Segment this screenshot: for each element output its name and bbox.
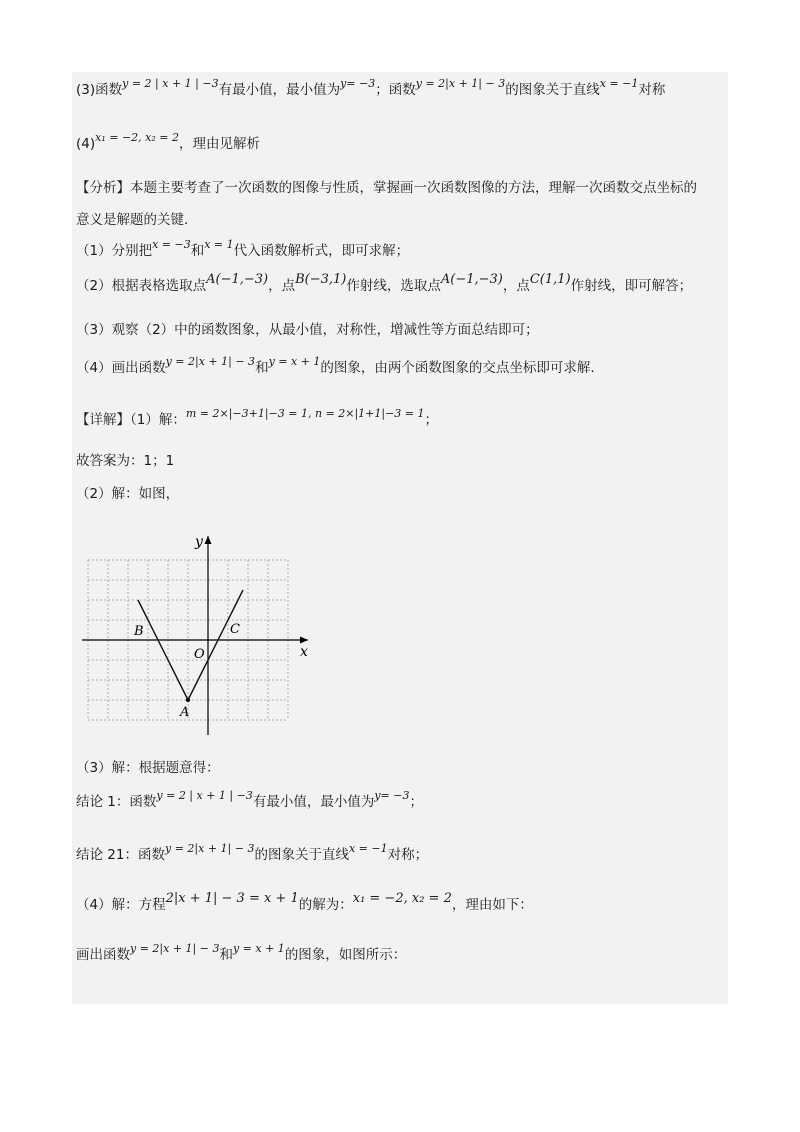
text: 和 — [219, 947, 233, 963]
solution-2-heading: （2）解：如图， — [76, 486, 180, 502]
solution-3-heading: （3）解：根据题意得： — [76, 760, 220, 776]
formula: x₁ = −2, x₂ = 2 — [95, 131, 179, 144]
axes — [82, 536, 308, 735]
text: ，理由见解析 — [178, 136, 260, 152]
text: ，点 — [502, 278, 530, 294]
formula: y = 2|x + 1| − 3 — [165, 355, 256, 368]
text: 【详解】（1）解： — [76, 412, 186, 428]
text: 有最小值，最小值为 — [252, 794, 375, 810]
formula: x = −3 — [152, 238, 191, 251]
plot-lines — [138, 590, 243, 702]
text: 作射线，选取点 — [346, 278, 441, 294]
formula: y = 2|x + 1| − 3 — [164, 842, 255, 855]
x-axis-label: x — [300, 644, 308, 660]
text: ；函数 — [375, 82, 416, 98]
function-graph — [82, 530, 322, 735]
analysis-line-1: 【分析】本题主要考查了一次函数的图像与性质，掌握画一次函数图像的方法，理解一次函数交点坐标的 — [76, 180, 697, 196]
text: 结论 21：函数 — [76, 847, 165, 863]
analysis-line-2: 意义是解题的关键. — [76, 212, 189, 228]
analysis-item-2 — [76, 272, 693, 297]
formula: y= −3 — [340, 77, 376, 90]
formula: x = 1 — [204, 238, 234, 251]
formula: A(−1,−3) — [206, 272, 269, 287]
text: （4）解：方程 — [76, 897, 166, 913]
analysis-item-1 — [76, 238, 410, 262]
formula: y = 2|x + 1| − 3 — [415, 77, 506, 90]
formula: y = 2|x + 1| − 3 — [130, 942, 220, 955]
text: （2）根据表格选取点 — [76, 278, 207, 294]
formula: A(−1,−3) — [440, 272, 503, 287]
formula: B(−3,1) — [295, 272, 347, 287]
text: 代入函数解析式，即可求解； — [233, 243, 410, 259]
point-b-label: B — [134, 624, 144, 639]
formula: y= −3 — [374, 789, 410, 802]
point-c-label: C — [230, 622, 240, 637]
solution-4-line — [76, 891, 533, 916]
final-line — [76, 942, 407, 966]
answer-line: 故答案为：1；1 — [76, 453, 175, 469]
analysis-item-3: （3）观察（2）中的函数图象，从最小值，对称性，增减性等方面总结即可； — [76, 322, 539, 338]
text: 画出函数 — [76, 947, 130, 963]
text: ，理由如下： — [451, 897, 533, 913]
text: 的图象关于直线 — [254, 847, 349, 863]
text: 作射线，即可解答； — [570, 278, 693, 294]
origin-label: O — [194, 647, 205, 662]
ray-through-c — [188, 590, 243, 700]
line-part3 — [76, 77, 666, 101]
conclusion-1 — [76, 789, 423, 813]
formula: x = −1 — [348, 842, 388, 855]
y-axis-label: y — [195, 534, 203, 550]
text: 的图象，由两个函数图象的交点坐标即可求解. — [320, 360, 595, 376]
formula: x₁ = −2, x₂ = 2 — [352, 891, 452, 906]
point-a-label: A — [180, 705, 190, 720]
vertex-point-a — [186, 698, 190, 702]
formula: y = 2 | x + 1 | −3 — [156, 789, 253, 802]
text: 的图象关于直线 — [505, 82, 600, 98]
text: 的图象，如图所示： — [284, 947, 407, 963]
label: (3)函数 — [76, 82, 123, 98]
formula: y = x + 1 — [268, 355, 321, 368]
formula: y = 2 | x + 1 | −3 — [122, 77, 219, 90]
formula: 2|x + 1| − 3 = x + 1 — [165, 891, 299, 906]
text: 和 — [255, 360, 269, 376]
analysis-item-4 — [76, 355, 595, 379]
ray-through-b — [138, 600, 188, 700]
text: （4）画出函数 — [76, 360, 166, 376]
text: 和 — [190, 243, 205, 259]
text: 结论 1：函数 — [76, 794, 157, 810]
conclusion-2 — [76, 842, 429, 866]
text: 有最小值，最小值为 — [218, 82, 341, 98]
text: 的解为： — [298, 897, 353, 913]
text: ； — [409, 794, 423, 810]
text: ，点 — [268, 278, 296, 294]
line-part4 — [76, 131, 260, 155]
label: (4) — [76, 136, 96, 152]
formula: m = 2×|−3+1|−3 = 1, n = 2×|1+1|−3 = 1 — [185, 407, 425, 420]
formula: C(1,1) — [529, 272, 571, 287]
text: （1）分别把 — [76, 243, 153, 259]
formula: x = −1 — [599, 77, 639, 90]
detail-line — [76, 407, 439, 431]
y-axis-arrow — [205, 536, 212, 544]
text: 对称 — [638, 82, 666, 98]
text: ； — [424, 412, 439, 428]
x-axis-arrow — [300, 637, 308, 644]
formula: y = x + 1 — [232, 942, 285, 955]
text: 对称； — [387, 847, 429, 863]
